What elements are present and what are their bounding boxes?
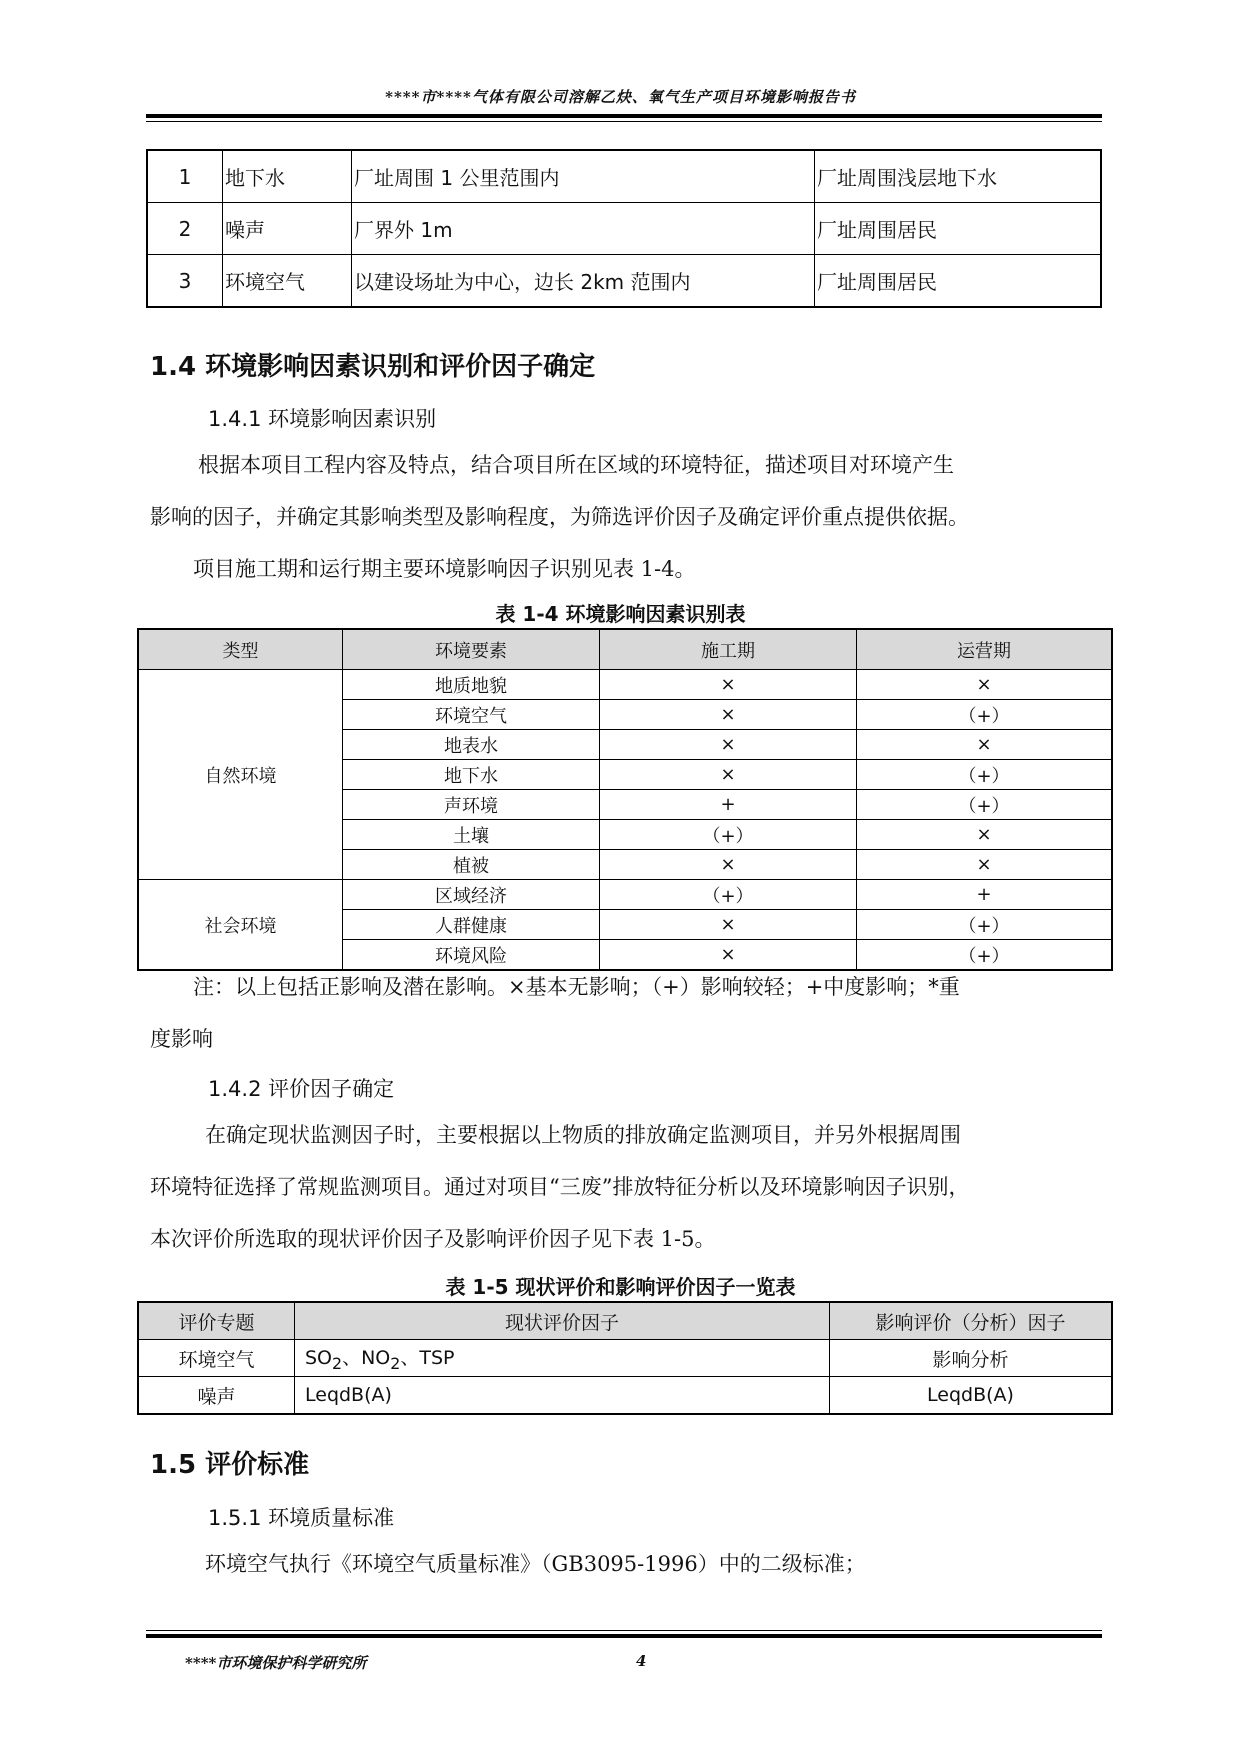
header-rule-thin [146, 121, 1102, 122]
row-number: 2 [147, 203, 223, 255]
column-header: 现状评价因子 [295, 1302, 830, 1340]
footer-organization: ****市环境保护科学研究所 [185, 1654, 367, 1672]
protection-targets-table [146, 149, 1102, 308]
scope-cell: 厂界外 1m [352, 203, 815, 255]
row-number: 1 [147, 150, 223, 203]
element-cell: 环境空气 [223, 255, 352, 308]
header-rule-thick [146, 114, 1102, 118]
current-factors-cell [295, 1340, 830, 1377]
paragraph-line: 项目施工期和运行期主要环境影响因子识别见表 1-4。 [193, 557, 696, 581]
operation-cell: （+） [857, 790, 1113, 820]
column-header: 运营期 [857, 629, 1113, 670]
element-cell: 区域经济 [343, 880, 600, 910]
paragraph-line: 本次评价所选取的现状评价因子及影响评价因子见下表 1-5。 [150, 1227, 716, 1251]
element-cell: 地下水 [223, 150, 352, 203]
paragraph-line: 在确定现状监测因子时，主要根据以上物质的排放确定监测项目，并另外根据周围 [205, 1123, 961, 1147]
table-row [138, 1377, 1112, 1415]
operation-cell: × [857, 820, 1113, 850]
row-number: 3 [147, 255, 223, 308]
construction-cell: （+） [600, 880, 857, 910]
so-text: SO [305, 1347, 333, 1370]
operation-cell: （+） [857, 700, 1113, 730]
construction-cell: × [600, 850, 857, 880]
column-header: 施工期 [600, 629, 857, 670]
group-type-cell: 社会环境 [138, 880, 343, 971]
subscript: 2 [332, 1353, 343, 1373]
impact-factors-cell: 影响分析 [830, 1340, 1113, 1377]
operation-cell: （+） [857, 910, 1113, 940]
subscript: 2 [390, 1353, 401, 1373]
operation-cell: × [857, 730, 1113, 760]
table-note-line: 度影响 [150, 1027, 213, 1051]
operation-cell: （+） [857, 760, 1113, 790]
table-row [147, 150, 1101, 203]
operation-cell: （+） [857, 940, 1113, 971]
construction-cell: × [600, 940, 857, 971]
column-header: 类型 [138, 629, 343, 670]
section-heading-1-5: 1.5 评价标准 [150, 1450, 310, 1480]
target-cell: 厂址周围浅层地下水 [815, 150, 1102, 203]
table-header-row [138, 1302, 1112, 1340]
table-row [138, 880, 1112, 910]
paragraph-line: 影响的因子，并确定其影响类型及影响程度，为筛选评价因子及确定评价重点提供依据。 [150, 505, 969, 529]
evaluation-factors-table [137, 1301, 1113, 1415]
current-factors-cell: LeqdB(A) [295, 1377, 830, 1415]
group-type-cell: 自然环境 [138, 670, 343, 880]
element-cell: 噪声 [223, 203, 352, 255]
element-cell: 地质地貌 [343, 670, 600, 700]
element-cell: 声环境 [343, 790, 600, 820]
topic-cell: 环境空气 [138, 1340, 295, 1377]
construction-cell: × [600, 670, 857, 700]
element-cell: 植被 [343, 850, 600, 880]
table-row [138, 670, 1112, 700]
table-row [138, 1340, 1112, 1377]
target-cell: 厂址周围居民 [815, 255, 1102, 308]
document-header-title: ****市****气体有限公司溶解乙炔、氧气生产项目环境影响报告书 [385, 88, 856, 106]
construction-cell: （+） [600, 820, 857, 850]
paragraph-line: 根据本项目工程内容及特点，结合项目所在区域的环境特征，描述项目对环境产生 [198, 453, 954, 477]
scope-cell: 以建设场址为中心，边长 2km 范围内 [352, 255, 815, 308]
table-row [147, 203, 1101, 255]
construction-cell: × [600, 700, 857, 730]
tsp-text: 、TSP [400, 1347, 455, 1370]
element-cell: 地表水 [343, 730, 600, 760]
footer-rule-thin [146, 1630, 1102, 1631]
impact-identification-table [137, 628, 1113, 971]
element-cell: 土壤 [343, 820, 600, 850]
construction-cell: × [600, 730, 857, 760]
section-heading-1-4: 1.4 环境影响因素识别和评价因子确定 [150, 352, 596, 382]
construction-cell: × [600, 910, 857, 940]
table-row [147, 255, 1101, 308]
paragraph-line: 环境特征选择了常规监测项目。通过对项目“三废”排放特征分析以及环境影响因子识别， [150, 1175, 970, 1199]
element-cell: 人群健康 [343, 910, 600, 940]
subsection-heading-1-4-2: 1.4.2 评价因子确定 [208, 1077, 395, 1101]
paragraph-line: 环境空气执行《环境空气质量标准》（GB3095-1996）中的二级标准； [205, 1552, 866, 1576]
no-text: 、NO [342, 1347, 391, 1370]
column-header: 环境要素 [343, 629, 600, 670]
impact-factors-cell: LeqdB(A) [830, 1377, 1113, 1415]
element-cell: 环境风险 [343, 940, 600, 971]
table-header-row [138, 629, 1112, 670]
subsection-heading-1-4-1: 1.4.1 环境影响因素识别 [208, 407, 437, 431]
footer-rule-thick [146, 1634, 1102, 1638]
scope-cell: 厂址周围 1 公里范围内 [352, 150, 815, 203]
operation-cell: × [857, 670, 1113, 700]
target-cell: 厂址周围居民 [815, 203, 1102, 255]
topic-cell: 噪声 [138, 1377, 295, 1415]
page-number: 4 [636, 1652, 647, 1670]
operation-cell: × [857, 850, 1113, 880]
table-note-line: 注：以上包括正影响及潜在影响。×基本无影响；（+）影响较轻；+中度影响；*重 [193, 975, 960, 999]
element-cell: 环境空气 [343, 700, 600, 730]
subsection-heading-1-5-1: 1.5.1 环境质量标准 [208, 1506, 395, 1530]
construction-cell: + [600, 790, 857, 820]
table-1-5-caption: 表 1-5 现状评价和影响评价因子一览表 [445, 1275, 796, 1299]
element-cell: 地下水 [343, 760, 600, 790]
operation-cell: + [857, 880, 1113, 910]
table-1-4-caption: 表 1-4 环境影响因素识别表 [495, 602, 746, 626]
column-header: 影响评价（分析）因子 [830, 1302, 1113, 1340]
construction-cell: × [600, 760, 857, 790]
column-header: 评价专题 [138, 1302, 295, 1340]
